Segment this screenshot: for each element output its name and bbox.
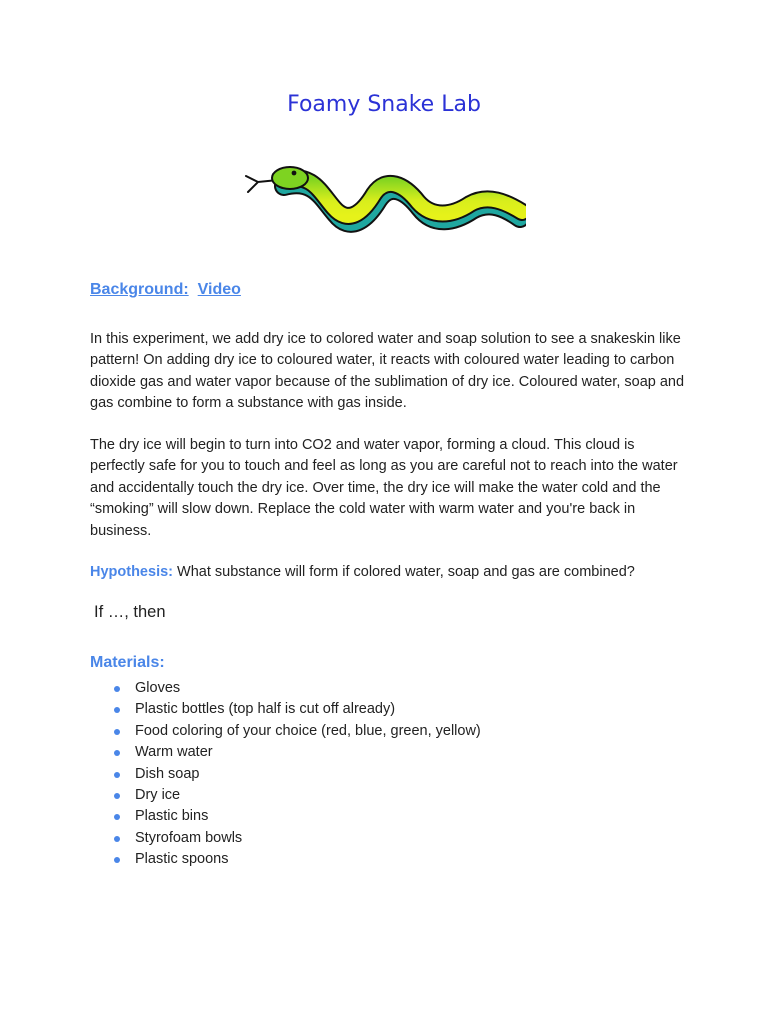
list-item: [0, 785, 481, 806]
background-paragraph-2: The dry ice will begin to turn into CO2 and water vapor, forming a cloud. This cloud is perfectly safe for you to touch and feel as long as you are careful not to reach into the water and accidentally touch the dry ice. Over time, the dry ice will make the water cold and the “smoking” will slow down. Replace the cold water with warm water and you're back in business.: [90, 437, 678, 539]
hypothesis-label: Hypothesis:: [90, 564, 173, 580]
bullet-icon: [114, 836, 120, 842]
material-label: Dish soap: [135, 765, 200, 782]
materials-list: [0, 678, 481, 871]
bullet-icon: [114, 707, 120, 713]
list-item: [0, 764, 481, 785]
hypothesis-question: What substance will form if colored water, soap and gas are combined?: [177, 564, 635, 580]
bullet-icon: [114, 772, 120, 778]
bullet-icon: [114, 857, 120, 863]
materials-heading: Materials:: [90, 654, 165, 671]
hypothesis-answer: If …, then: [94, 603, 166, 621]
material-label: Styrofoam bowls: [135, 829, 243, 846]
background-label: Background:: [90, 281, 189, 298]
hypothesis-line: [90, 562, 635, 583]
video-link[interactable]: Video: [197, 281, 241, 298]
material-label: Dry ice: [135, 786, 181, 803]
list-item: [0, 828, 481, 849]
background-paragraph-1: In this experiment, we add dry ice to colored water and soap solution to see a snakeskin like pattern! On adding dry ice to coloured water, it reacts with coloured water leading to carbon dioxide gas and water vapor because of the sublimation of dry ice. Coloured water, soap and gas combine to form a substance with gas inside.: [90, 331, 685, 412]
bullet-icon: [114, 686, 120, 692]
snake-icon: [244, 158, 526, 240]
background-heading: [90, 281, 241, 299]
bullet-icon: [114, 793, 120, 799]
material-label: Food coloring of your choice (red, blue, green, yellow): [135, 722, 481, 739]
material-label: Warm water: [135, 744, 213, 761]
list-item: [0, 678, 481, 699]
list-item: [0, 699, 481, 720]
material-label: Plastic bottles (top half is cut off already): [135, 701, 396, 718]
material-label: Plastic spoons: [135, 851, 229, 868]
material-label: Gloves: [135, 680, 181, 696]
list-item: [0, 721, 481, 742]
list-item: [0, 742, 481, 763]
list-item: [0, 849, 481, 870]
list-item: [0, 806, 481, 827]
bullet-icon: [114, 729, 120, 735]
bullet-icon: [114, 750, 120, 756]
bullet-icon: [114, 814, 120, 820]
page-title: Foamy Snake Lab: [287, 92, 481, 117]
material-label: Plastic bins: [135, 808, 209, 825]
